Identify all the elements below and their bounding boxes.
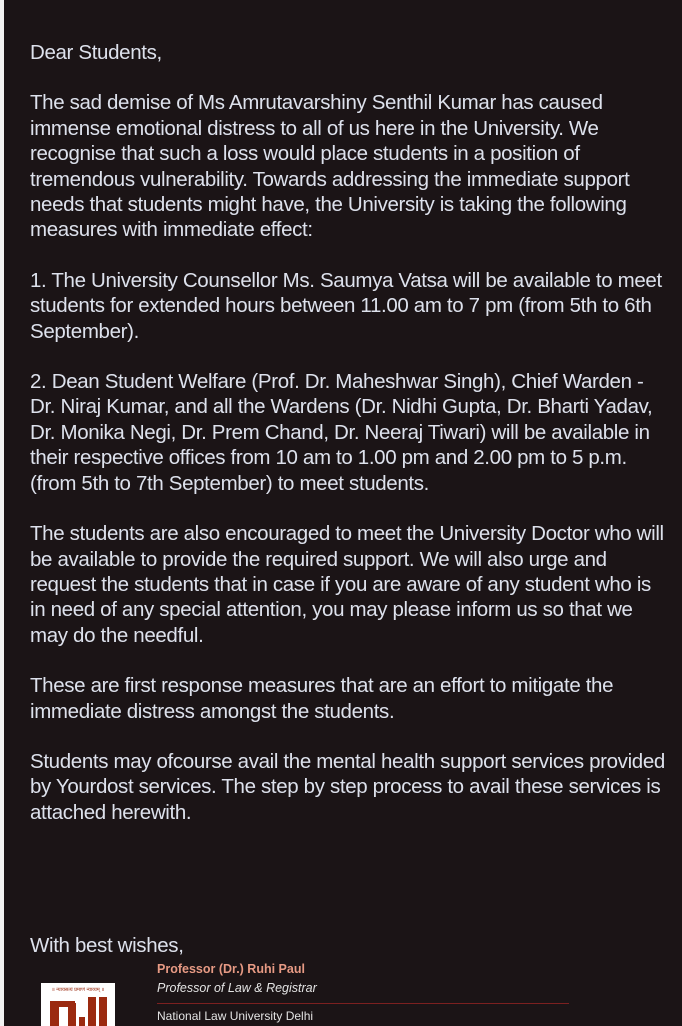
logo-letter-dot [79, 1017, 85, 1026]
signatory-title: Professor of Law & Registrar [157, 981, 317, 995]
logo-letter-l2 [99, 997, 107, 1026]
logo-letter-n-right [68, 1003, 76, 1026]
paragraph-intro: The sad demise of Ms Amrutavarshiny Senthil Kumar has caused immense emotional distress to all of us here in the University. We recognise that such a loss would place students in a position of tremendous vulnerability. Towards addressing the immediate support needs that students might have, the University is taking the following measures with immediate effect: [30, 91, 630, 242]
logo-letter-l1 [88, 997, 96, 1026]
university-logo [41, 983, 115, 1026]
paragraph-measure-1: 1. The University Counsellor Ms. Saumya Vatsa will be available to meet students for extended hours between 11.00 am to 7 pm (from 5th to 6th September). [30, 268, 662, 343]
paragraph-yourdost: Students may ofcourse avail the mental health support services provided by Yourdost services. The step by step process to avail these services is attached herewith. [30, 749, 665, 824]
signatory-name: Professor (Dr.) Ruhi Paul [157, 962, 305, 976]
greeting: Dear Students, [30, 41, 162, 64]
paragraph-first-response: These are first response measures that are an effort to mitigate the immediate distress amongst the students. [30, 674, 614, 723]
message-screen [4, 0, 682, 1026]
signature-divider [157, 1003, 569, 1004]
signature-block [157, 962, 569, 1024]
signatory-organization: National Law University Delhi [157, 1009, 314, 1023]
paragraph-measure-2: 2. Dean Student Welfare (Prof. Dr. Maheshwar Singh), Chief Warden - Dr. Niraj Kumar, and all the Wardens (Dr. Nidhi Gupta, Dr. Bharti Yadav, Dr. Monika Negi, Dr. Prem Chand, Dr. Neeraj Tiwari) will be available in their respective offices from 10 am to 1.00 pm and 2.00 pm to 5 p.m. (from 5th to 7th September) to meet students. [30, 370, 653, 495]
logo-motto: ॥ न्यायसत्यं प्रमाणं न्याय्यम् ॥ [51, 987, 105, 993]
closing-line: With best wishes, [30, 934, 184, 957]
logo-letter-n-left [50, 1005, 59, 1026]
letter-body [30, 40, 670, 850]
paragraph-doctor: The students are also encouraged to meet the University Doctor who will be available to provide the required support. We will also urge and request the students that in case if you are aware of any student who is in need of any special attention, you may please inform us so that we may do the needful. [30, 522, 664, 647]
